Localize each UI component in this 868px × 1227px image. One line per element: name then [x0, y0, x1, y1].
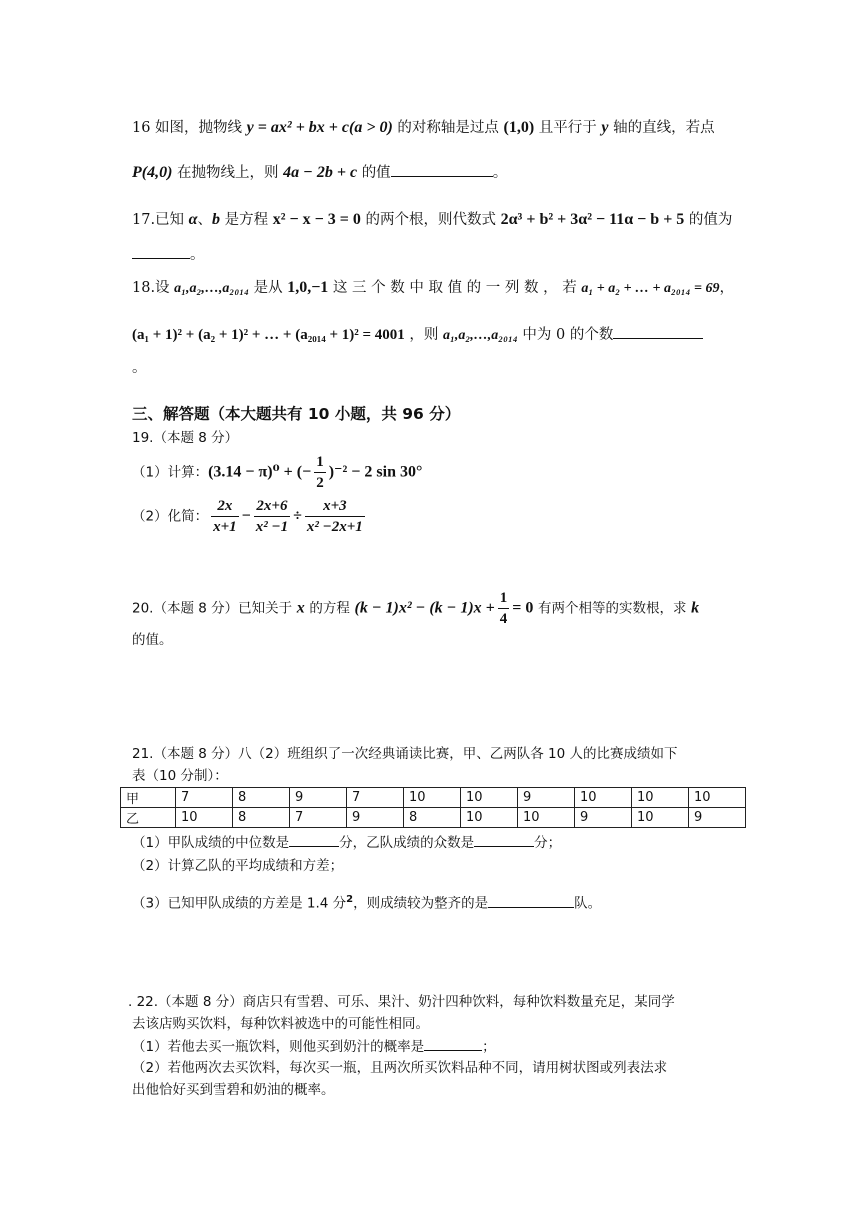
- q22-line4: （2）若他两次去买饮料，每次买一瓶，且两次所买饮料品种不同，请用树状图或列表法求: [132, 1060, 668, 1076]
- score-cell: 8: [404, 808, 461, 828]
- q17-number: 17.已知: [132, 212, 185, 228]
- q21-sub1: [132, 832, 561, 853]
- q21-line2: 表（10 分制）：: [132, 768, 228, 784]
- q19-part1-expr: (3.14 − π)⁰ + (−: [208, 463, 312, 481]
- team-name-cell: 乙: [121, 808, 176, 828]
- team-name-cell: 甲: [121, 788, 176, 808]
- q19-part1-label: （1）计算：: [132, 464, 209, 481]
- q18-square-sum: (a₁ + 1)² + (a₂ + 1)² + … + (a₂₀₁₄ + 1)² = 4001: [132, 327, 405, 343]
- q17-text: 是方程: [224, 212, 269, 228]
- q18-sum: a₁ + a₂ + … + a₂₀₁₄ = 69: [581, 281, 720, 296]
- q20-equation-end: = 0: [512, 599, 534, 617]
- q19-f1-den: x+1: [213, 519, 237, 535]
- q16-text: 的值: [361, 165, 391, 181]
- q20-line1: [132, 588, 699, 630]
- q20-quarter-fraction: [498, 588, 510, 629]
- q22-line1: . 22.（本题 8 分）商店只有雪碧、可乐、果汁、奶汁四种饮料，每种饮料数量充足，某同学: [128, 994, 675, 1010]
- q22-line3: [132, 1036, 496, 1057]
- score-cell: 10: [632, 808, 689, 828]
- q16-parabola-equation: y = ax² + bx + c(a > 0): [246, 119, 393, 136]
- q16-text: 的对称轴是过点: [397, 120, 499, 136]
- q17-end: 。: [190, 247, 205, 263]
- q19-f1-num: 2x: [211, 496, 239, 517]
- q19-part2-label: （2）化简：: [132, 508, 209, 525]
- q19-f2-num: 2x+6: [254, 496, 290, 517]
- table-row: [121, 808, 746, 828]
- q17-line2: [132, 244, 205, 265]
- q19-fraction2: [254, 496, 290, 537]
- score-cell: 10: [689, 788, 746, 808]
- q17-expression: 2α³ + b² + 3α² − 11α − b + 5: [500, 211, 685, 228]
- q22-line5: 出他恰好买到雪碧和奶油的概率。: [132, 1082, 335, 1098]
- q19-fraction1: [211, 496, 239, 537]
- q20-text: 有两个相等的实数根，求: [538, 600, 687, 617]
- q16-text: 在抛物线上，则: [177, 165, 279, 181]
- q21-sub1-text: 分，乙队成绩的众数是: [339, 835, 475, 851]
- q18-line3: [132, 358, 147, 378]
- score-cell: 8: [233, 788, 290, 808]
- q19-half-num: 1: [314, 452, 326, 473]
- section-title: 三、解答题（本大题共有 10 小题，共 96 分）: [132, 405, 461, 423]
- q21-median-blank[interactable]: [289, 832, 339, 847]
- q21-sub1-text: （1）甲队成绩的中位数是: [132, 835, 290, 851]
- q22-line3-end: ；: [482, 1039, 496, 1055]
- q21-sup: 2: [346, 894, 354, 905]
- q21-team-blank[interactable]: [488, 893, 574, 908]
- q18-text: ，则: [409, 327, 439, 343]
- score-cell: 10: [518, 808, 575, 828]
- q16-line1: [132, 118, 715, 138]
- score-cell: 10: [461, 808, 518, 828]
- q18-text: 中为 0 的个数: [522, 327, 614, 343]
- q18-answer-blank[interactable]: [613, 324, 703, 339]
- q16-answer-blank[interactable]: [391, 162, 493, 177]
- q21-sub3-text: 队。: [574, 895, 602, 912]
- q22-probability-blank[interactable]: [424, 1036, 482, 1051]
- q17-separator: 、: [197, 212, 213, 228]
- q20-frac-num: 1: [498, 588, 510, 609]
- q18-sequence: a₁,a₂,…,a₂₀₁₄: [174, 281, 249, 296]
- q20-line2: 的值。: [132, 632, 173, 648]
- q21-sub3-text: （3）已知甲队成绩的方差是 1.4 分: [132, 895, 347, 912]
- q21-score-table: [120, 787, 746, 828]
- table-row: [121, 788, 746, 808]
- q20-x-symbol: x: [296, 599, 305, 617]
- q19-part2: [132, 496, 368, 540]
- score-cell: 9: [347, 808, 404, 828]
- score-cell: 7: [176, 788, 233, 808]
- score-cell: 8: [233, 808, 290, 828]
- q18-text: 这 三 个 数 中 取 值 的 一 列 数 ， 若: [332, 280, 577, 296]
- q21-sub3: [132, 890, 601, 914]
- q18-text: 是从: [253, 280, 283, 296]
- q19-part1: [132, 452, 422, 492]
- score-cell: 10: [575, 788, 632, 808]
- q17-equation: x² − x − 3 = 0: [272, 211, 361, 228]
- q22-line3-text: （1）若他去买一瓶饮料，则他买到奶汁的概率是: [132, 1039, 425, 1055]
- q19-fraction3: [305, 496, 365, 537]
- q19-half-den: 2: [316, 475, 324, 491]
- q18-line2: [132, 324, 703, 346]
- score-cell: 9: [689, 808, 746, 828]
- q17-answer-blank[interactable]: [132, 244, 190, 259]
- q16-y-symbol: y: [601, 119, 609, 136]
- score-cell: 7: [347, 788, 404, 808]
- q19-f3-den: x² −2x+1: [306, 519, 363, 535]
- score-cell: 10: [461, 788, 518, 808]
- q17-alpha: α: [188, 211, 198, 228]
- q16-point: (1,0): [503, 119, 535, 136]
- q19-minus: −: [241, 507, 251, 525]
- q16-text: 轴的直线，若点: [613, 120, 715, 136]
- score-cell: 10: [176, 808, 233, 828]
- q17-line1: [132, 210, 732, 230]
- q18-number: 18.设: [132, 280, 170, 296]
- q16-point-p: P(4,0): [132, 164, 173, 181]
- q20-heading: 20.（本题 8 分）已知关于: [132, 600, 293, 617]
- q19-f2-den: x² −1: [255, 519, 289, 535]
- q18-comma: ，: [719, 280, 735, 296]
- q20-text: 的方程: [309, 600, 350, 617]
- q19-f3-num: x+3: [305, 496, 365, 517]
- q21-sub1-text: 分；: [534, 835, 562, 851]
- q20-k-symbol: k: [691, 599, 700, 617]
- q21-sub3-text: ，则成绩较为整齐的是: [353, 895, 489, 912]
- q21-sub2: （2）计算乙队的平均成绩和方差；: [132, 858, 344, 874]
- q21-line1: 21.（本题 8 分）八（2）班组织了一次经典诵读比赛，甲、乙两队各 10 人的比赛成绩如下: [132, 746, 678, 762]
- score-cell: 9: [575, 808, 632, 828]
- q18-sequence: a₁,a₂,…,a₂₀₁₄: [443, 328, 518, 343]
- q20-frac-den: 4: [499, 611, 508, 627]
- q19-divide: ÷: [293, 507, 302, 525]
- q18-values: 1,0,−1: [287, 279, 329, 296]
- q17-text: 的值为: [688, 212, 733, 228]
- q16-text: 且平行于: [538, 120, 597, 136]
- score-cell: 9: [518, 788, 575, 808]
- score-cell: 10: [404, 788, 461, 808]
- score-cell: 9: [290, 788, 347, 808]
- q19-part1-expr-end: )⁻² − 2 sin 30°: [328, 463, 423, 481]
- q16-line2: [132, 162, 507, 183]
- q21-mode-blank[interactable]: [474, 832, 534, 847]
- q18-line1: [132, 278, 734, 299]
- q17-beta: b: [212, 211, 221, 228]
- score-cell: 7: [290, 808, 347, 828]
- q19-half-fraction: [314, 452, 326, 493]
- q18-end: 。: [132, 360, 147, 376]
- q16-number: 16 如图，抛物线: [132, 120, 243, 136]
- q19-heading: 19.（本题 8 分）: [132, 430, 239, 446]
- q16-expression: 4a − 2b + c: [283, 164, 358, 181]
- q16-end: 。: [492, 165, 508, 181]
- q17-text: 的两个根，则代数式: [365, 212, 497, 228]
- q22-line2: 去该店购买饮料，每种饮料被选中的可能性相同。: [132, 1016, 429, 1032]
- score-cell: 10: [632, 788, 689, 808]
- q20-equation: (k − 1)x² − (k − 1)x +: [354, 599, 495, 617]
